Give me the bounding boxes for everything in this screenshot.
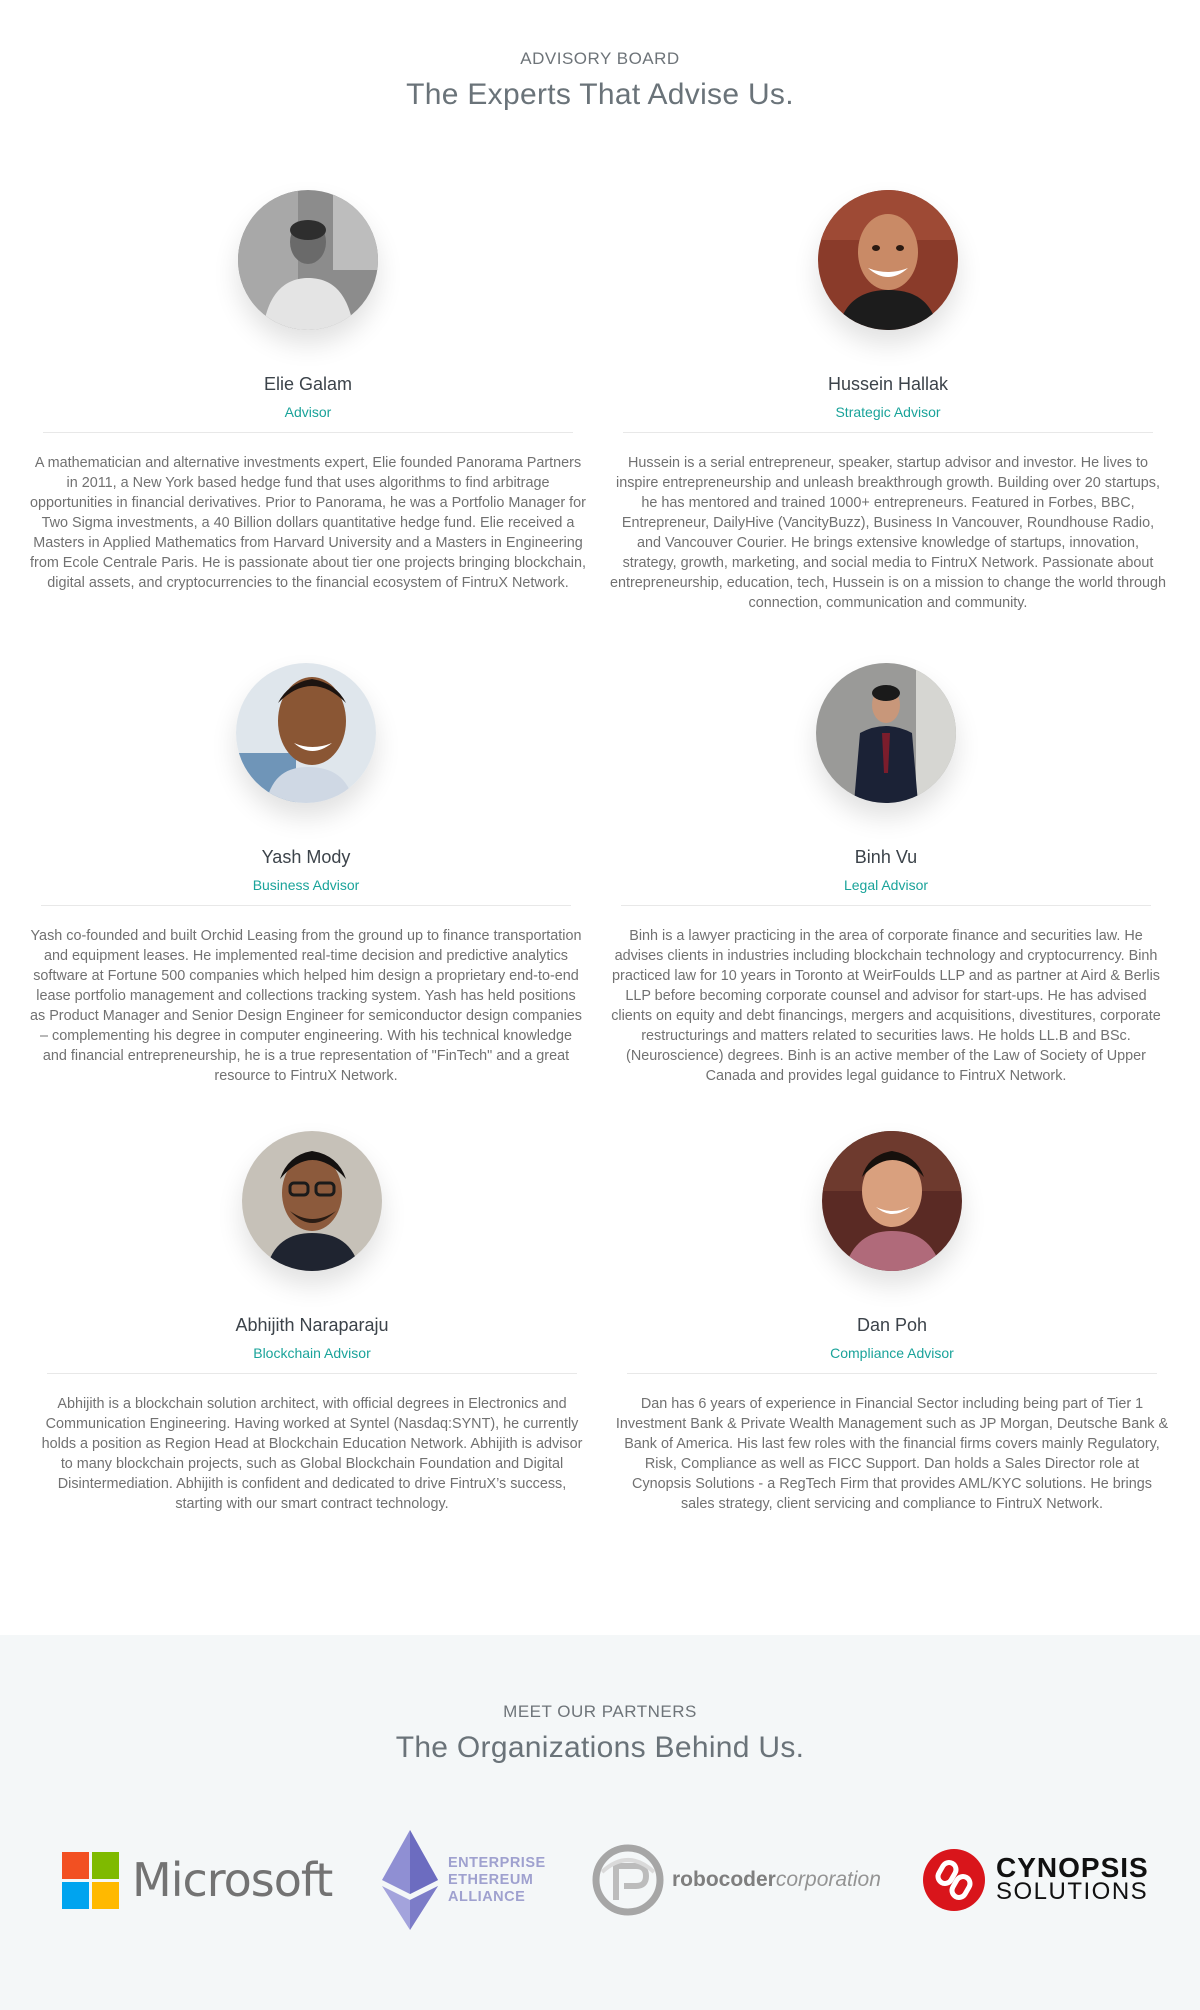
robocoder-logo[interactable] [590,1825,881,1935]
divider [627,1373,1157,1374]
advisor-card [26,663,586,1086]
avatar [238,190,378,330]
robocoder-word-a: robocoder [672,1868,776,1891]
robocoder-wordmark [672,1868,881,1892]
partner-logos [0,1825,1200,1935]
advisor-role: Business Advisor [252,877,360,893]
section-kicker: ADVISORY BOARD [520,49,680,68]
advisor-name: Dan Poh [856,1315,928,1335]
microsoft-wordmark: Microsoft [132,1853,333,1907]
avatar [236,663,376,803]
divider [47,1373,577,1374]
cynopsis-emblem-icon [922,1848,986,1912]
advisor-bio: Yash co-founded and built Orchid Leasing from the ground up to finance transportation and equipment leases. He implemented real-time decision and predictive analytics software at Fortune 500 companies which helped him design a proprietary end-to-end lease portfolio management and collections tracking system. Yash has held positions as Product Manager and Senior Design Engineer for semiconductor design companies – complementing his degree in computer engineering. With his technical knowledge and financial entrepreneurship, he is a true representation of "FinTech" and a great resource to FintruX Network. [30,928,582,1084]
advisor-role: Strategic Advisor [835,404,941,420]
eea-wordmark [448,1855,546,1906]
advisor-role: Advisor [284,404,332,420]
advisor-card [608,190,1168,613]
section-title: The Experts That Advise Us. [406,78,794,111]
advisor-bio: A mathematician and alternative investments expert, Elie founded Panorama Partners in 2011, a New York based hedge fund that uses algorithms to find arbitrage opportunities in financial derivatives. Prior to Panorama, he was a Portfolio Manager for Two Sigma investments, a 40 Billion dollars quantitative hedge fund. Elie received a Masters in Applied Mathematics from Harvard University and a Masters in Engineering from Ecole Centrale Paris. He is passionate about tier one projects bringing blockchain, digital assets, and cryptocurrencies to the financial ecosystem of FintruX Network. [30,455,586,591]
person-photo-icon [236,663,376,803]
robocoder-emblem-icon [590,1842,666,1918]
microsoft-squares-icon [62,1852,119,1909]
avatar [818,190,958,330]
eea-line: ETHEREUM [448,1871,534,1888]
advisor-card [32,1131,592,1514]
advisor-role: Blockchain Advisor [253,1345,371,1361]
advisor-card [606,663,1166,1086]
cynopsis-logo[interactable] [922,1825,1149,1935]
divider [41,905,571,906]
advisor-bio: Binh is a lawyer practicing in the area of corporate finance and securities law. He advises clients in industries including blockchain technology and cryptocurrency. Binh practiced law for 10 years in Toronto at WeirFoulds LLP and as partner at Aird & Berlis LLP before becoming corporate counsel and advisor for start-ups. He has advised clients on equity and debt financings, mergers and acquisitions, divestitures, corporate restructurings and matters related to securities laws. He holds LL.B and BSc. (Neuroscience) degrees. Binh is an active member of the Law of Society of Upper Canada and provides legal guidance to FintruX Network. [611,928,1161,1084]
advisor-card [28,190,588,593]
eea-line: ALLIANCE [448,1888,526,1905]
advisor-role: Compliance Advisor [830,1345,954,1361]
ms-square-green [92,1852,119,1879]
advisor-name: Yash Mody [261,847,351,867]
ethereum-diamond-icon [382,1830,438,1930]
avatar [816,663,956,803]
eea-logo[interactable] [382,1825,546,1935]
advisor-role: Legal Advisor [843,877,929,893]
divider [623,432,1153,433]
partners-title: The Organizations Behind Us. [395,1731,805,1764]
person-photo-icon [238,190,378,330]
person-photo-icon [242,1131,382,1271]
advisor-bio: Dan has 6 years of experience in Financial Sector including being part of Tier 1 Investment Bank & Private Wealth Management such as JP Morgan, Deutsche Bank & Bank of America. His last few roles with the financial firms covers mainly Regulatory, Risk, Compliance as well as FICC Support. Dan holds a Sales Director role at Cynopsis Solutions - a RegTech Firm that provides AML/KYC solutions. He brings sales strategy, client servicing and compliance to FintruX Network. [615,1396,1169,1512]
divider [43,432,573,433]
advisor-name: Binh Vu [854,847,918,867]
person-photo-icon [818,190,958,330]
advisor-name: Hussein Hallak [827,374,949,394]
partners-kicker: MEET OUR PARTNERS [503,1702,697,1721]
cynopsis-wordmark [996,1852,1149,1905]
cynopsis-line2: SOLUTIONS [996,1878,1149,1905]
ms-square-red [62,1852,89,1879]
person-photo-icon [816,663,956,803]
ms-square-yellow [92,1882,119,1909]
advisor-bio: Abhijith is a blockchain solution architect, with official degrees in Electronics and Communication Engineering. Having worked at Syntel (Nasdaq:SYNT), he currently holds a position as Region Head at Blockchain Education Network. Abhijith is advisor to many blockchain projects, such as Global Blockchain Foundation and Digital Disintermediation. Abhijith is confident and dedicated to drive FintruX’s success, starting with our smart contract technology. [41,1396,583,1512]
advisor-card [612,1131,1172,1514]
partners-section [0,1635,1200,2010]
person-photo-icon [822,1131,962,1271]
advisor-bio: Hussein is a serial entrepreneur, speaker, startup advisor and investor. He lives to inspire entrepreneurship and unleash breakthrough growth. Building over 20 startups, he has mentored and trained 1000+ entrepreneurs. Featured in Forbes, BBC, Entrepreneur, DailyHive (VancityBuzz), Business In Vancouver, Roundhouse Radio, and Vancouver Courier. He brings extensive knowledge of startups, innovation, strategy, growth, marketing, and social media to FintruX Network. Passionate about entrepreneurship, education, tech, Hussein is on a mission to change the world through connection, communication and community. [610,455,1166,611]
avatar [822,1131,962,1271]
cynopsis-line1: CYNOPSIS [996,1852,1149,1883]
avatar [242,1131,382,1271]
advisor-name: Abhijith Naraparaju [235,1315,389,1335]
ms-square-blue [62,1882,89,1909]
divider [621,905,1151,906]
robocoder-word-b: corporation [775,1868,881,1891]
microsoft-logo[interactable] [62,1825,332,1935]
eea-line: ENTERPRISE [448,1854,546,1871]
advisor-name: Elie Galam [263,374,353,394]
